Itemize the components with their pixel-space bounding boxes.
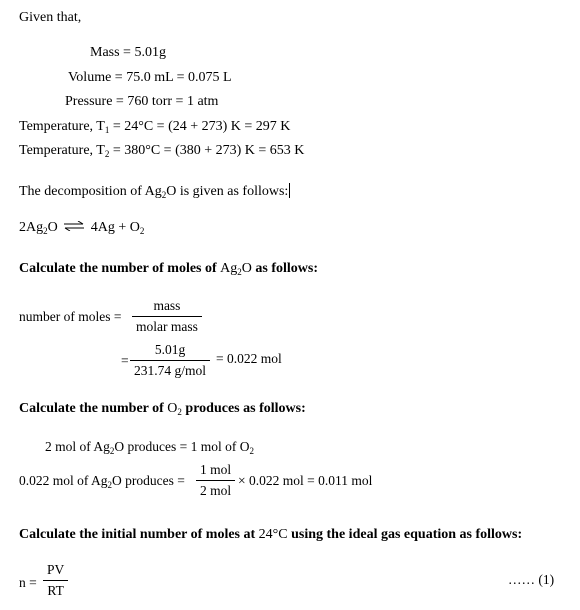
moles-calc-equals: =: [121, 353, 129, 368]
given-mass: Mass = 5.01g: [90, 45, 166, 60]
ratio-calc-denominator: 2 mol: [196, 480, 235, 498]
ratio-calc-numerator: 1 mol: [200, 462, 232, 477]
given-pressure: Pressure = 760 torr = 1 atm: [65, 94, 219, 109]
moles-calc-denominator: 231.74 g/mol: [130, 360, 210, 378]
heading-moles-ag2o: Calculate the number of moles of $Ag_2O$ as follows:: [19, 261, 319, 277]
moles-calc-numerator: 5.01g: [154, 342, 186, 357]
decomposition-equation: $2Ag_2O$ $4Ag + O_2$: [19, 220, 145, 236]
moles-formula-denominator: molar mass: [132, 316, 202, 334]
given-temperature-1: Temperature, $T_1 = 24^\circ C = (24 + 273) K = 297$ K: [19, 119, 291, 135]
equation-reference: …… (1): [508, 572, 555, 587]
ideal-gas-numerator: PV: [47, 562, 65, 577]
heading-moles-o2: Calculate the number of $O_2$ produces as follows:: [19, 401, 306, 417]
moles-formula-fraction: [132, 299, 202, 333]
mole-ratio: 2 mol of $Ag_2O$ produces = 1 mol of $O_2$: [45, 439, 254, 456]
ratio-calc-result: × 0.022 mol = 0.011 mol: [238, 473, 373, 488]
moles-calc-result: = 0.022 mol: [216, 351, 282, 366]
moles-formula-numerator: mass: [153, 298, 181, 313]
given-volume: Volume = 75.0 mL = 0.075 L: [68, 70, 232, 85]
ideal-gas-fraction: [43, 563, 68, 597]
intro-text: Given that,: [19, 10, 82, 25]
text-cursor: [289, 183, 290, 198]
ideal-gas-denominator: RT: [43, 580, 67, 598]
moles-formula-lhs: number of moles =: [19, 309, 122, 324]
heading-ideal-gas: Calculate the initial number of moles at 24°C using the ideal gas equation as follows:: [19, 527, 523, 542]
decomposition-statement: The decomposition of $Ag_2O$ is given as follows:: [19, 184, 289, 200]
ratio-calc-lhs: 0.022 mol of $Ag_2O$ produces =: [19, 473, 185, 490]
ideal-gas-lhs: n =: [19, 575, 37, 590]
moles-calc-fraction: [130, 343, 210, 377]
ratio-calc-fraction: [196, 463, 235, 497]
given-temperature-2: Temperature, $T_2 = 380^\circ C = (380 + 273) K = 653$ K: [19, 143, 305, 159]
equilibrium-arrow-icon: [63, 221, 85, 231]
